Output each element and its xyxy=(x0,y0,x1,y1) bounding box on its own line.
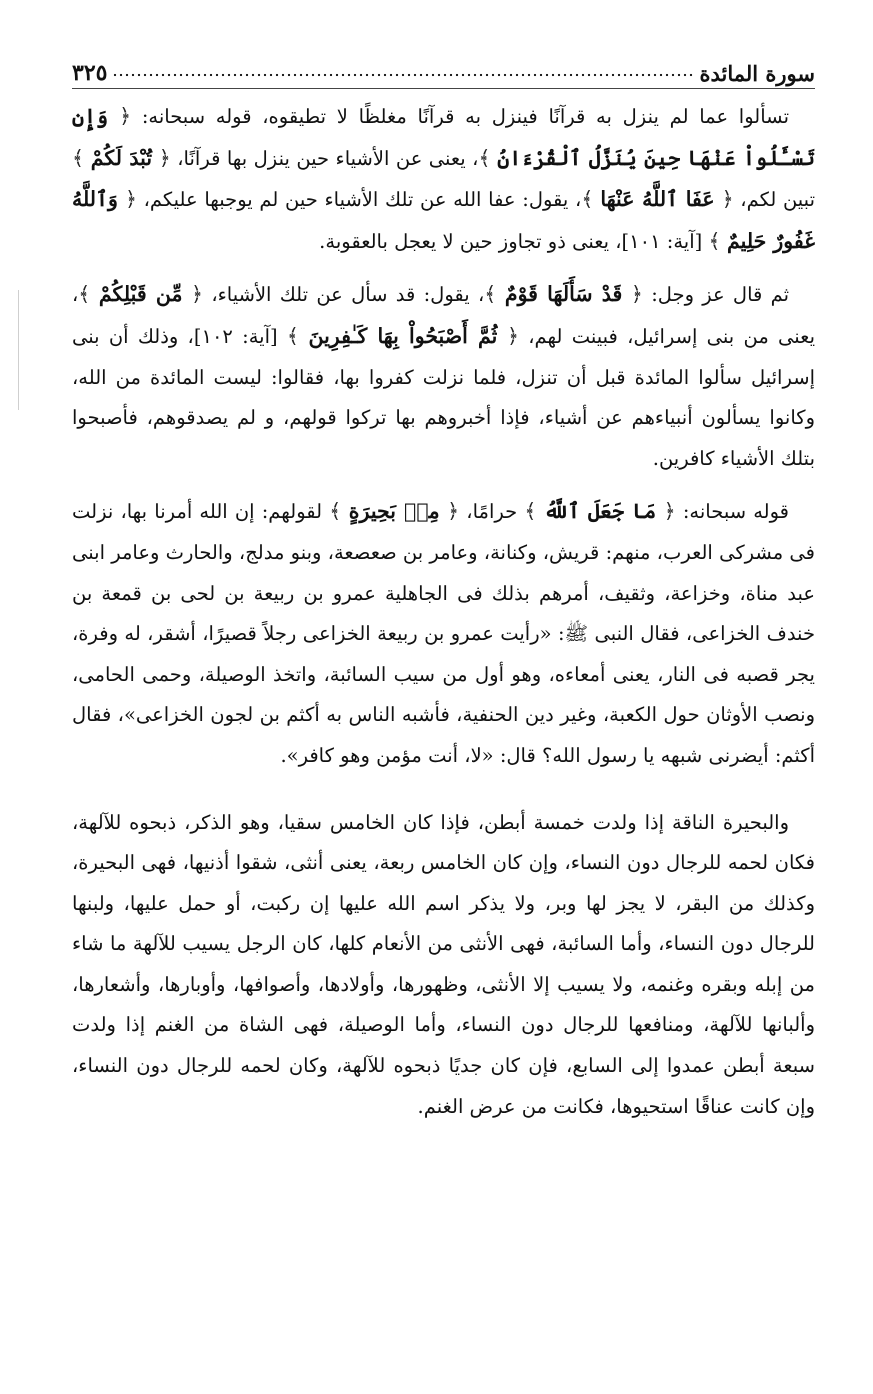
commentary-text: ، يقول: قد سأل عن تلك الأشياء، xyxy=(203,283,485,307)
commentary-text: والبحيرة الناقة إذا ولدت خمسة أبطن، فإذا كان الخامس سقيا، وهو الذكر، ذبحوه للآلهة، فكان لحمه للرجال دون النساء، وإن كان الخامس ربعة، يعنى أنثى، شقوا أذنيها، فهى البحيرة، وكذلك من البقر، لا يجز لها وبر، ولا يذكر اسم الله عليها إن ركبت، أو حمل عليها، ولبنها للرجال دون النساء، وأما السائبة، فهى الأنثى من الأنعام كلها، كان الرجل يسيب للآلهة ما شاء من إبله وبقره وغنمه، ولا يسيب إلا الأنثى، وظهورها، وأولادها، وأصوافها، وأوبارها، وأشعارها، وألبانها للآلهة، ومنافعها للرجال دون النساء، وأما الوصيلة، فهى الشاة من الغنم إذا ولدت سبعة أبطن عمدوا إلى السابع، فإن كان جديًا ذبحوه للآلهة، وكان لحمه للرجال دون النساء، وإن كانت عناقًا استحيوها، فكانت من عرض الغنم. xyxy=(72,810,815,1118)
paragraph-3 xyxy=(72,491,815,776)
commentary-text: لقولهم: إن الله أمرنا بها، نزلت فى مشركى العرب، منهم: قريش، وكنانة، وعامر بن صعصعة، وبنو مدلج، والحارث وعامر ابنى عبد مناة، وخزاعة، وثقيف، أمرهم بذلك فى الجاهلية عمرو بن ربيعة بن لحى بن قمعة بن خندف الخزاعى، فقال النبى ﷺ: «رأيت عمرو بن ربيعة الخزاعى رجلاً قصيرًا، أشقر، له وفرة، يجر قصبه فى النار، يعنى أمعاءه، وهو أول من سيب السائبة، واتخذ الوصيلة، وحمى الحامى، ونصب الأوثان حول الكعبة، وغير دين الحنفية، فأشبه الناس به أكثم بن لجون الخزاعى»، فقال أكثم: أيضرنى شبهه يا رسول الله؟ قال: «لا، أنت مؤمن وهو كافر». xyxy=(72,500,815,767)
verse-close-bracket: ﴾ xyxy=(78,282,99,307)
commentary-text: ، يقول: عفا الله عن تلك الأشياء حين لم يوجبها عليكم، xyxy=(136,188,582,212)
commentary-text: ثم قال عز وجل: xyxy=(642,283,790,307)
quran-verse xyxy=(329,499,459,523)
verse-open-bracket: ﴿ xyxy=(182,282,204,307)
quran-verse xyxy=(72,146,171,170)
commentary-text: تبين لكم، xyxy=(733,188,815,212)
verse-text: وَٱللَّهُ غَفُورٌ حَلِيمٌ xyxy=(72,187,815,253)
verse-open-bracket: ﴿ xyxy=(622,282,643,307)
commentary-text: [آية: ١٠٢]، وذلك أن بنى إسرائيل سألوا المائدة قبل أن تنزل، فلما نزلت كفروا بها، فقالوا: ليست المائدة من الله، وكانوا يسألون أنبياءهم عن أشياء، فإذا أخبروهم بها تركوا قولهم، و لم يصدقوهم، فأصبحوا بتلك الأشياء كافرين. xyxy=(72,324,815,470)
commentary-text: ، يعنى عن الأشياء حين ينزل بها قرآنًا، xyxy=(170,146,479,170)
page-edge-shadow xyxy=(18,290,19,410)
paragraph-4 xyxy=(72,803,815,1128)
commentary-text: تسألوا عما لم ينزل به قرآنًا فينزل به قرآنًا مغلظًا لا تطيقوه، قوله سبحانه: xyxy=(131,105,790,128)
verse-close-bracket: ﴾ xyxy=(286,323,309,348)
verse-text: مِنۢ بَحِيرَةٍ xyxy=(348,499,440,524)
verse-open-bracket: ﴿ xyxy=(108,104,132,128)
body-text xyxy=(72,96,815,1139)
quran-verse xyxy=(287,324,519,348)
quran-verse xyxy=(484,282,643,306)
verse-open-bracket: ﴿ xyxy=(656,499,676,524)
paragraph-1 xyxy=(72,96,815,262)
verse-open-bracket: ﴿ xyxy=(152,145,171,170)
verse-text: عَفَا ٱللَّهُ عَنْهَا xyxy=(600,187,715,212)
verse-close-bracket: ﴾ xyxy=(478,145,498,170)
commentary-text: قوله سبحانه: xyxy=(675,500,790,524)
verse-open-bracket: ﴿ xyxy=(497,323,519,348)
verse-text: مِّن قَبْلِكُمْ xyxy=(98,282,183,307)
quran-verse xyxy=(78,282,203,306)
page-number: ٣٢٥ xyxy=(72,60,108,86)
verse-close-bracket: ﴾ xyxy=(708,228,727,253)
surah-title: سورة المائدة xyxy=(699,61,815,86)
verse-open-bracket: ﴿ xyxy=(117,187,137,212)
verse-text: ثُمَّ أَصْبَحُواْ بِهَا كَـٰفِرِينَ xyxy=(308,323,498,348)
header-rule xyxy=(72,88,815,89)
verse-open-bracket: ﴿ xyxy=(714,187,734,212)
dot-leader xyxy=(113,71,693,79)
running-header xyxy=(72,50,815,86)
commentary-text: [آية: ١٠١]، يعنى ذو تجاوز حين لا يعجل بالعقوبة. xyxy=(319,229,709,253)
verse-open-bracket: ﴿ xyxy=(439,499,460,524)
verse-text: وَإِن تَسْـَٔلُواْ عَنْهَا حِينَ يُنَزَّلُ ٱلْقُرْءَانُ xyxy=(72,104,816,170)
quran-verse xyxy=(581,187,733,211)
verse-text: مَا جَعَلَ ٱللَّهُ xyxy=(543,499,657,524)
quran-verse xyxy=(524,499,675,523)
verse-close-bracket: ﴾ xyxy=(581,187,601,212)
verse-close-bracket: ﴾ xyxy=(484,282,505,307)
verse-text: قَدْ سَأَلَهَا قَوْمٌ xyxy=(504,282,623,307)
commentary-text: ، يعنى من بنى إسرائيل، فبينت لهم، xyxy=(72,283,816,348)
commentary-text: حرامًا، xyxy=(459,500,525,524)
verse-text: تُبْدَ لَكُمْ xyxy=(90,145,153,170)
verse-close-bracket: ﴾ xyxy=(72,145,91,170)
verse-close-bracket: ﴾ xyxy=(524,499,544,524)
paragraph-2 xyxy=(72,274,815,479)
verse-close-bracket: ﴾ xyxy=(329,499,349,524)
